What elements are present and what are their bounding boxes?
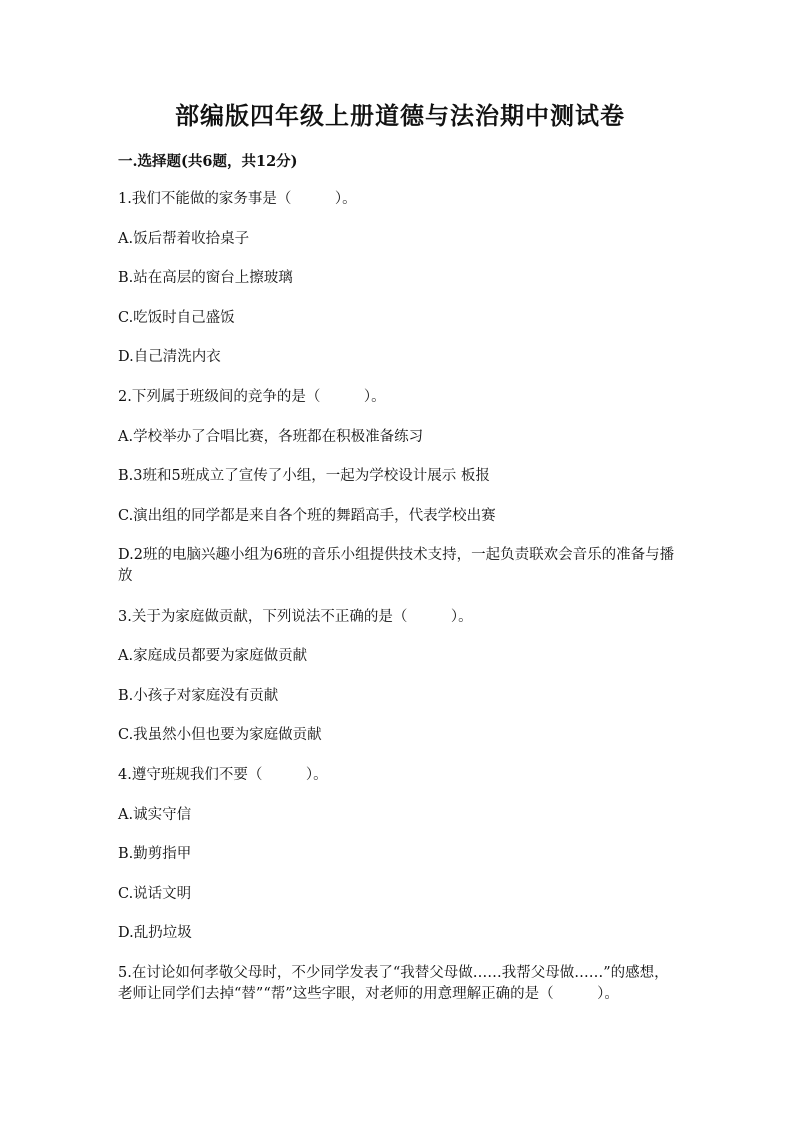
answer-option: A.学校举办了合唱比赛，各班都在积极准备练习 xyxy=(118,429,424,445)
answer-option: D.自己清洗内衣 xyxy=(118,349,221,365)
answer-option: C.说话文明 xyxy=(118,886,192,902)
question-stem: 2.下列属于班级间的竞争的是（ ）。 xyxy=(118,389,386,405)
answer-option: A.家庭成员都要为家庭做贡献 xyxy=(118,648,308,664)
answer-option: C.吃饭时自己盛饭 xyxy=(118,310,235,326)
answer-option: B.3班和5班成立了宣传了小组，一起为学校设计展示 板报 xyxy=(118,468,490,484)
section-heading: 一.选择题(共6题，共12分) xyxy=(118,153,298,170)
answer-option: D.2班的电脑兴趣小组为6班的音乐小组提供技术支持，一起负责联欢会音乐的准备与播放 xyxy=(118,547,675,584)
answer-option: A.饭后帮着收拾桌子 xyxy=(118,231,250,247)
answer-option: B.小孩子对家庭没有贡献 xyxy=(118,688,279,704)
answer-option: D.乱扔垃圾 xyxy=(118,925,192,941)
answer-option: B.站在高层的窗台上擦玻璃 xyxy=(118,270,293,286)
answer-option: C.演出组的同学都是来自各个班的舞蹈高手，代表学校出赛 xyxy=(118,508,496,524)
answer-option: A.诚实守信 xyxy=(118,807,192,823)
question-stem: 3.关于为家庭做贡献，下列说法不正确的是（ ）。 xyxy=(118,609,473,625)
question-stem: 4.遵守班规我们不要（ ）。 xyxy=(118,767,328,783)
answer-option: C.我虽然小但也要为家庭做贡献 xyxy=(118,727,322,743)
answer-option: B.勤剪指甲 xyxy=(118,846,192,862)
page-title: 部编版四年级上册道德与法治期中测试卷 xyxy=(175,101,625,130)
question-stem: 1.我们不能做的家务事是（ ）。 xyxy=(118,191,357,207)
question-stem: 5.在讨论如何孝敬父母时，不少同学发表了“我替父母做……我帮父母做……”的感想，老师让同学们去掉“替”“帮”这些字眼，对老师的用意理解正确的是（ ）。 xyxy=(118,965,669,1002)
